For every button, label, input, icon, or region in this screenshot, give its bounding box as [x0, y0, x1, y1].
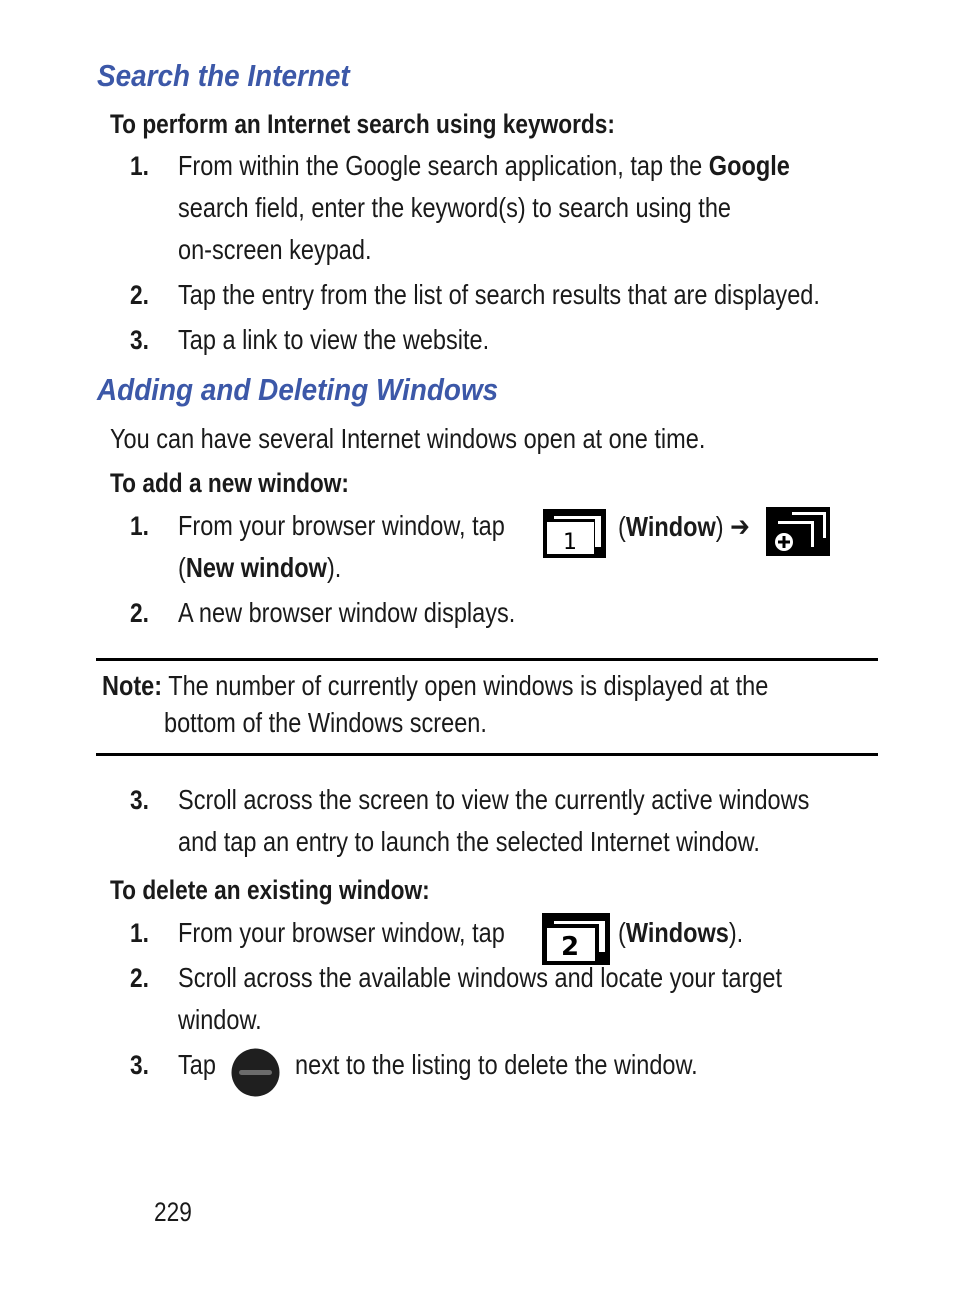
- step-number: 2.: [130, 280, 149, 310]
- subheading-keyword-search: To perform an Internet search using keywords:: [110, 109, 615, 139]
- note-bottom-rule: [96, 753, 878, 756]
- step-text: From your browser window, tap: [178, 917, 505, 948]
- heading-adding-deleting-windows: Adding and Deleting Windows: [97, 372, 499, 407]
- step-text: search field, enter the keyword(s) to search using the: [178, 192, 731, 223]
- step-text: on-screen keypad.: [178, 234, 372, 265]
- step-number: 3.: [130, 1050, 149, 1080]
- note-label: Note:: [102, 670, 163, 701]
- step-text: Tap a link to view the website.: [178, 324, 490, 355]
- step-text: From your browser window, tap: [178, 510, 505, 541]
- step-number: 1.: [130, 511, 149, 541]
- step-text: and tap an entry to launch the selected Internet window.: [178, 826, 760, 857]
- intro-text: You can have several Internet windows open at one time.: [110, 423, 706, 454]
- step-text: Scroll across the available windows and locate your target: [178, 962, 782, 993]
- step-number: 2.: [130, 598, 149, 628]
- step-number: 2.: [130, 963, 149, 993]
- new-window-icon: [766, 507, 830, 556]
- step-text: Tap: [178, 1049, 216, 1080]
- step-number: 3.: [130, 785, 149, 815]
- step-text: (New window).: [178, 552, 342, 583]
- step-number: 1.: [130, 151, 149, 181]
- step-number: 1.: [130, 918, 149, 948]
- windows-icon: [542, 913, 610, 965]
- page-number: 229: [154, 1197, 192, 1227]
- window-label: (Window) ➔: [618, 511, 750, 542]
- subheading-add-window: To add a new window:: [110, 468, 349, 498]
- window-icon: [543, 509, 606, 558]
- step-text: A new browser window displays.: [178, 597, 516, 628]
- step-text: window.: [178, 1004, 262, 1035]
- step-number: 3.: [130, 325, 149, 355]
- heading-search-the-internet: Search the Internet: [97, 58, 350, 93]
- svg-text:1: 1: [563, 530, 577, 555]
- step-text: From within the Google search application, tap the Google: [178, 150, 790, 181]
- step-text: Scroll across the screen to view the currently active windows: [178, 784, 810, 815]
- note-top-rule: [96, 658, 878, 661]
- windows-label: (Windows).: [618, 917, 744, 948]
- subheading-delete-window: To delete an existing window:: [110, 875, 430, 905]
- note-line: bottom of the Windows screen.: [164, 707, 487, 738]
- step-text: next to the listing to delete the window.: [295, 1049, 698, 1080]
- step-text: Tap the entry from the list of search results that are displayed.: [178, 279, 820, 310]
- minus-circle-icon: [231, 1048, 280, 1097]
- svg-text:2: 2: [560, 932, 580, 962]
- note-line: Note: The number of currently open windows is displayed at the: [102, 670, 769, 701]
